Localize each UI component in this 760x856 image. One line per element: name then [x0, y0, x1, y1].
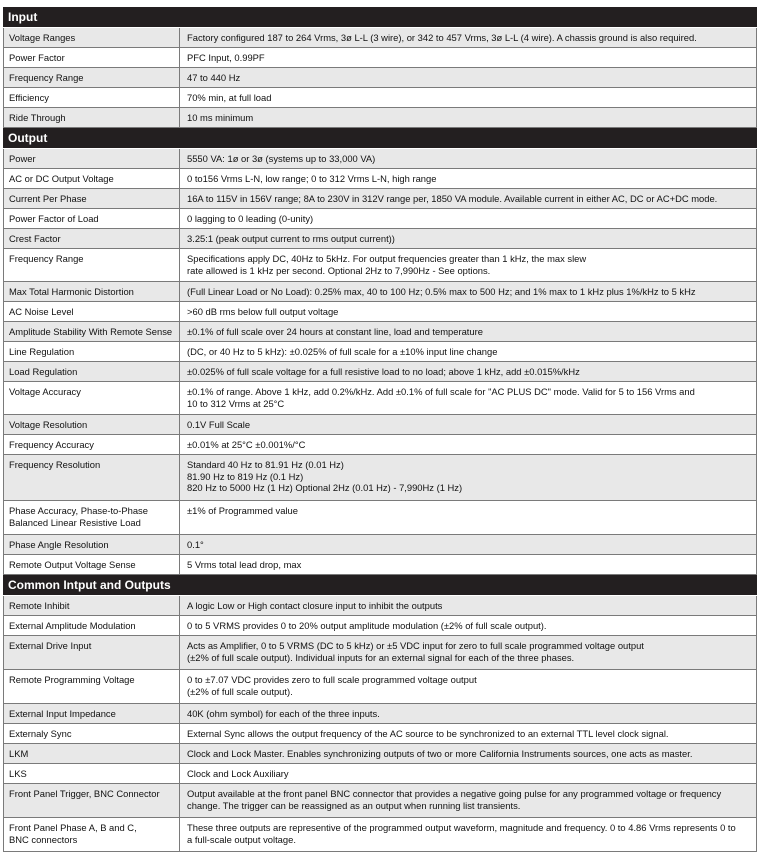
spec-value-line: Clock and Lock Auxiliary [187, 768, 289, 779]
spec-label [3, 818, 180, 852]
spec-row [3, 342, 757, 362]
spec-value-line: rate allowed is 1 kHz per second. Optional 2Hz to 7,990Hz - See options. [187, 264, 491, 276]
spec-label [3, 596, 180, 616]
spec-label [3, 88, 180, 108]
spec-value [180, 724, 757, 744]
spec-value-line: PFC Input, 0.99PF [187, 52, 265, 63]
spec-value [180, 149, 757, 169]
spec-label [3, 362, 180, 382]
spec-table [3, 7, 757, 852]
spec-label [3, 229, 180, 249]
spec-label [3, 282, 180, 302]
spec-value-line: ±0.1% of full scale over 24 hours at constant line, load and temperature [187, 326, 483, 337]
spec-label-line: Power [9, 153, 36, 164]
spec-label-line: Frequency Accuracy [9, 439, 94, 450]
spec-value [180, 68, 757, 88]
spec-label [3, 764, 180, 784]
spec-value [180, 555, 757, 575]
section-header-common-intput-and-outputs: Common Intput and Outputs [3, 575, 757, 596]
spec-value-line: Output available at the front panel BNC connector that provides a negative going pulse for any programmed voltage or frequency [187, 788, 722, 799]
spec-value-line: ±1% of Programmed value [187, 505, 298, 516]
spec-value [180, 670, 757, 704]
spec-value-line: Acts as Amplifier, 0 to 5 VRMS (DC to 5 kHz) or ±5 VDC input for zero to full scale programmed voltage output [187, 640, 644, 651]
spec-value [180, 28, 757, 48]
spec-value [180, 616, 757, 636]
spec-label-line: Frequency Range [9, 253, 84, 264]
spec-value [180, 342, 757, 362]
spec-label [3, 670, 180, 704]
spec-label [3, 724, 180, 744]
spec-row [3, 108, 757, 128]
spec-label [3, 342, 180, 362]
spec-label [3, 616, 180, 636]
spec-value-line: 16A to 115V in 156V range; 8A to 230V in 312V range per, 1850 VA module. Available current in either AC, DC or AC+DC mode. [187, 193, 718, 204]
spec-value [180, 501, 757, 535]
spec-value [180, 209, 757, 229]
spec-row [3, 784, 757, 818]
spec-value-line: Clock and Lock Master. Enables synchronizing outputs of two or more California Instruments sources, one acts as master. [187, 748, 693, 759]
spec-row [3, 149, 757, 169]
spec-row [3, 670, 757, 704]
spec-label-line: Power Factor of Load [9, 213, 99, 224]
spec-value-line: 0 to ±7.07 VDC provides zero to full scale programmed voltage output [187, 674, 477, 685]
spec-label [3, 189, 180, 209]
spec-value-line: 0 to 5 VRMS provides 0 to 20% output amplitude modulation (±2% of full scale output). [187, 620, 547, 631]
spec-value-line: (±2% of full scale output). [187, 685, 293, 697]
spec-value [180, 282, 757, 302]
spec-label [3, 209, 180, 229]
spec-row [3, 209, 757, 229]
spec-row [3, 48, 757, 68]
spec-value-line: 10 to 312 Vrms at 25°C [187, 397, 285, 409]
spec-label [3, 249, 180, 282]
spec-value [180, 249, 757, 282]
spec-value-line: A logic Low or High contact closure input to inhibit the outputs [187, 600, 443, 611]
spec-value [180, 764, 757, 784]
spec-value-line: 0.1V Full Scale [187, 419, 251, 430]
spec-label [3, 435, 180, 455]
spec-value-line: 820 Hz to 5000 Hz (1 Hz) Optional 2Hz (0.01 Hz) - 7,990Hz (1 Hz) [187, 482, 463, 494]
spec-value-line: ±0.1% of range. Above 1 kHz, add 0.2%/kHz. Add ±0.1% of full scale for "AC PLUS DC" mode. Valid for 5 to 156 Vrms and [187, 386, 695, 397]
spec-value-line: External Sync allows the output frequency of the AC source to be synchronized to an external TTL level clock signal. [187, 728, 669, 739]
spec-label-line: External Drive Input [9, 640, 92, 651]
spec-value [180, 189, 757, 209]
spec-label-line: Front Panel Phase A, B and C, [9, 822, 137, 833]
section-header-input: Input [3, 7, 757, 28]
spec-label-line: Phase Accuracy, Phase-to-Phase [9, 505, 148, 516]
spec-value-line: These three outputs are representive of the programmed output waveform, magnitude and frequency. 0 to 4.86 Vrms represents 0 to [187, 822, 736, 833]
spec-row [3, 636, 757, 670]
spec-value-line: 5550 VA: 1ø or 3ø (systems up to 33,000 VA) [187, 153, 376, 164]
spec-label [3, 108, 180, 128]
spec-label [3, 784, 180, 818]
spec-label-line: Remote Inhibit [9, 600, 70, 611]
spec-row [3, 596, 757, 616]
spec-row [3, 362, 757, 382]
spec-row [3, 169, 757, 189]
spec-label [3, 455, 180, 501]
spec-label-line: Efficiency [9, 92, 49, 103]
spec-value [180, 744, 757, 764]
spec-value-line: 81.90 Hz to 819 Hz (0.1 Hz) [187, 470, 304, 482]
spec-row [3, 28, 757, 48]
section-header-output: Output [3, 128, 757, 149]
spec-row [3, 535, 757, 555]
spec-value [180, 415, 757, 435]
spec-value-line: change. The trigger can be reassigned as an output when running list transients. [187, 799, 521, 811]
spec-label-line: Crest Factor [9, 233, 61, 244]
spec-value [180, 636, 757, 670]
spec-label-line: Current Per Phase [9, 193, 87, 204]
spec-label [3, 415, 180, 435]
spec-label-line: Power Factor [9, 52, 65, 63]
spec-value-line: 70% min, at full load [187, 92, 272, 103]
spec-value-line: (±2% of full scale output). Individual inputs for an external signal for each of the three phases. [187, 651, 575, 663]
spec-row [3, 249, 757, 282]
spec-label-line: Balanced Linear Resistive Load [9, 516, 141, 528]
spec-label-line: Phase Angle Resolution [9, 539, 109, 550]
spec-value [180, 455, 757, 501]
spec-value-line: 5 Vrms total lead drop, max [187, 559, 302, 570]
spec-value [180, 48, 757, 68]
spec-row [3, 455, 757, 501]
spec-value-line: ±0.025% of full scale voltage for a full resistive load to no load; above 1 kHz, add ±0.015%/kHz [187, 366, 580, 377]
spec-label [3, 636, 180, 670]
spec-label-line: External Input Impedance [9, 708, 116, 719]
spec-label-line: AC Noise Level [9, 306, 74, 317]
spec-label [3, 169, 180, 189]
spec-label-line: Front Panel Trigger, BNC Connector [9, 788, 160, 799]
spec-row [3, 616, 757, 636]
spec-label [3, 704, 180, 724]
spec-row [3, 189, 757, 209]
spec-row [3, 302, 757, 322]
spec-value-line: ±0.01% at 25°C ±0.001%/°C [187, 439, 306, 450]
spec-label-line: External Amplitude Modulation [9, 620, 136, 631]
spec-row [3, 724, 757, 744]
spec-value [180, 435, 757, 455]
spec-value-line: (DC, or 40 Hz to 5 kHz): ±0.025% of full scale for a ±10% input line change [187, 346, 498, 357]
spec-label [3, 302, 180, 322]
spec-value-line: a full-scale output voltage. [187, 833, 296, 845]
spec-row [3, 282, 757, 302]
spec-row [3, 322, 757, 342]
spec-value [180, 784, 757, 818]
spec-label-line: BNC connectors [9, 833, 78, 845]
spec-label-line: LKS [9, 768, 27, 779]
spec-value-line: 0.1° [187, 539, 204, 550]
spec-row [3, 555, 757, 575]
spec-value [180, 229, 757, 249]
spec-value [180, 362, 757, 382]
spec-label-line: Load Regulation [9, 366, 78, 377]
spec-label [3, 535, 180, 555]
spec-value-line: 40K (ohm symbol) for each of the three inputs. [187, 708, 380, 719]
spec-value-line: 0 lagging to 0 leading (0-unity) [187, 213, 314, 224]
spec-row [3, 704, 757, 724]
spec-label-line: Max Total Harmonic Distortion [9, 286, 134, 297]
spec-label [3, 149, 180, 169]
spec-row [3, 435, 757, 455]
spec-row [3, 88, 757, 108]
spec-label [3, 68, 180, 88]
spec-label-line: LKM [9, 748, 29, 759]
spec-row [3, 764, 757, 784]
spec-label [3, 501, 180, 535]
spec-value [180, 818, 757, 852]
spec-value-line: Factory configured 187 to 264 Vrms, 3ø L-L (3 wire), or 342 to 457 Vrms, 3ø L-L (4 wire). A chassis ground is also required. [187, 32, 697, 43]
spec-label-line: Externaly Sync [9, 728, 72, 739]
spec-row [3, 744, 757, 764]
spec-label [3, 322, 180, 342]
spec-label-line: Voltage Ranges [9, 32, 76, 43]
spec-label-line: Voltage Accuracy [9, 386, 81, 397]
spec-label-line: Remote Output Voltage Sense [9, 559, 136, 570]
spec-label [3, 744, 180, 764]
spec-value-line: Standard 40 Hz to 81.91 Hz (0.01 Hz) [187, 459, 344, 470]
spec-value [180, 88, 757, 108]
spec-label-line: Amplitude Stability With Remote Sense [9, 326, 173, 337]
spec-value-line: 10 ms minimum [187, 112, 254, 123]
spec-row [3, 501, 757, 535]
spec-row [3, 818, 757, 852]
spec-value-line: (Full Linear Load or No Load): 0.25% max, 40 to 100 Hz; 0.5% max to 500 Hz; and 1% max to 1 kHz plus 1%/kHz to 5 kHz [187, 286, 696, 297]
spec-value-line: Specifications apply DC, 40Hz to 5kHz. For output frequencies greater than 1 kHz, the max slew [187, 253, 587, 264]
spec-value-line: 3.25:1 (peak output current to rms output current)) [187, 233, 395, 244]
spec-label-line: Remote Programming Voltage [9, 674, 135, 685]
spec-label-line: Frequency Range [9, 72, 84, 83]
spec-label-line: Voltage Resolution [9, 419, 88, 430]
spec-value [180, 108, 757, 128]
spec-row [3, 68, 757, 88]
spec-label [3, 382, 180, 415]
spec-label-line: AC or DC Output Voltage [9, 173, 114, 184]
spec-label-line: Frequency Resolution [9, 459, 101, 470]
spec-label [3, 28, 180, 48]
spec-label-line: Line Regulation [9, 346, 75, 357]
spec-label [3, 48, 180, 68]
spec-value [180, 169, 757, 189]
spec-value [180, 596, 757, 616]
spec-value [180, 302, 757, 322]
spec-value [180, 322, 757, 342]
spec-value [180, 704, 757, 724]
spec-row [3, 382, 757, 415]
spec-label-line: Ride Through [9, 112, 66, 123]
spec-value-line: 0 to156 Vrms L-N, low range; 0 to 312 Vrms L-N, high range [187, 173, 437, 184]
spec-label [3, 555, 180, 575]
spec-row [3, 415, 757, 435]
spec-value [180, 535, 757, 555]
spec-value-line: 47 to 440 Hz [187, 72, 241, 83]
spec-row [3, 229, 757, 249]
spec-value-line: >60 dB rms below full output voltage [187, 306, 339, 317]
spec-value [180, 382, 757, 415]
